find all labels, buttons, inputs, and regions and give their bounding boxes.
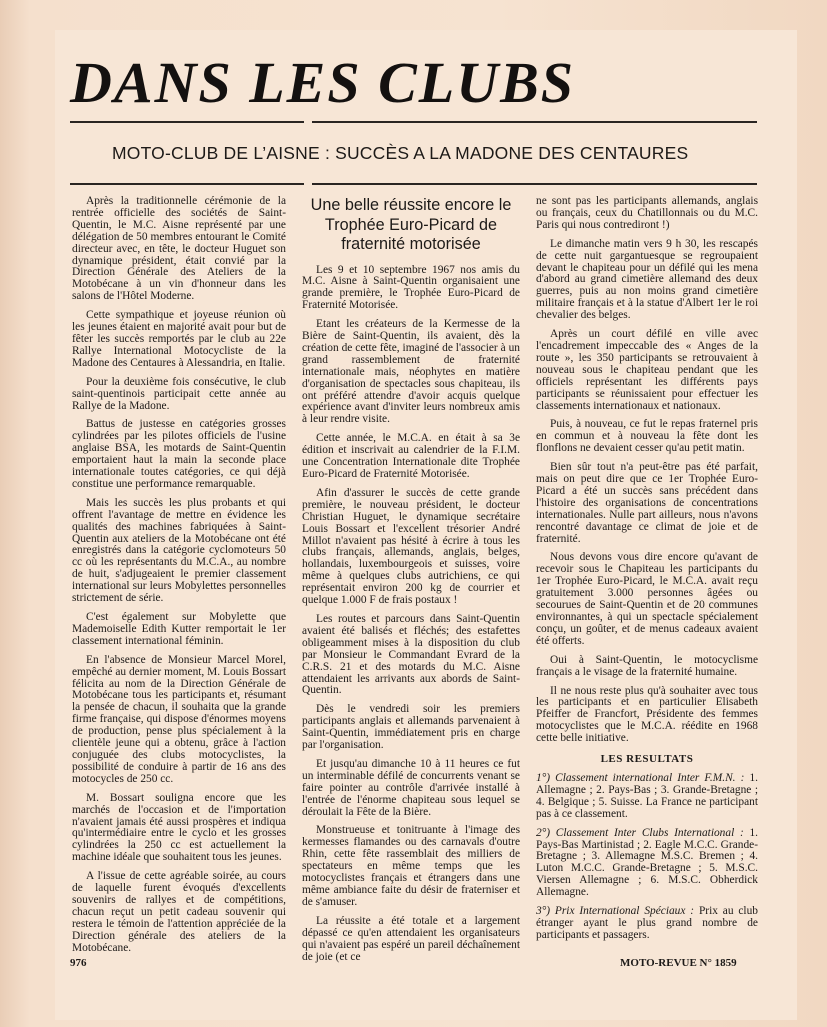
result-text: 1. Allemagne ; 2. Pays-Bas ; 3. Grande-Bretagne ; 4. Belgique ; 5. Suisse. La France ne participant pas à ce classement.: [536, 771, 758, 820]
paragraph: ne sont pas les participants allemands, anglais ou français, ceux du Chatillonnais ou du M.C. Paris qui nous contrediront !): [536, 195, 758, 231]
result-text: 1. Pays-Bas Martinistad ; 2. Eagle M.C.C. Grande-Bretagne ; 3. Allemagne M.S.C. Bremen ; 4. Luton M.C.C. Grande-Bretagne ; 5. M.S.C. Viersen Allemagne ; 6. M.S.C. Obherdick Allemagne.: [536, 826, 758, 899]
paragraph: Les 9 et 10 septembre 1967 nos amis du M.C. Aisne à Saint-Quentin organisaient une grande première, le Trophée Euro-Picard de Fraternité Motorisée.: [302, 263, 520, 312]
result-item: [536, 773, 758, 821]
paragraph: Le dimanche matin vers 9 h 30, les rescapés de cette nuit gargantuesque se regroupaient devant le chapiteau pour un défilé qui les mena d'abord au grand cimetière allemand des deux guerres, puis au non moins grand cimetière militaire français et à la statue d'Albert 1er le roi chevalier des belges.: [536, 237, 758, 322]
results-heading: LES RESULTATS: [600, 753, 694, 766]
section-headline: Une belle réussite encore le Trophée Euro-Picard de fraternité motorisée: [310, 196, 512, 253]
result-label: 3°) Prix International Spéciaux :: [536, 905, 695, 918]
paragraph: A l'issue de cette agréable soirée, au cours de laquelle furent évoqués d'excellents souvenirs de rallyes et de compétitions, chacun reçut un petit cadeau souvenir qui restera le témoin de l'attention appréciée de la Direction générale des ateliers de la Motobécane.: [72, 870, 286, 954]
paragraph: La réussite a été totale et a largement dépassé ce qu'en attendaient les organisateurs qui n'avaient pas espéré un pareil déchaînement de joie (et ce: [302, 914, 520, 963]
result-label: 1°) Classement international Inter F.M.N. :: [536, 771, 745, 784]
result-text: Prix au club étranger ayant le plus grand nombre de participants et passagers.: [536, 905, 758, 941]
page-number: 976: [70, 957, 87, 969]
paragraph: Et jusqu'au dimanche 10 à 11 heures ce fut un interminable défilé de concurrents venant se faire pointer au contrôle d'arrivée installé à l'entrée de l'énorme chapiteau sous lequel se déroulait la Fête de la Bière.: [302, 757, 520, 818]
magazine-issue: MOTO-REVUE N° 1859: [620, 957, 737, 969]
subtitle-rule-right: [312, 183, 757, 185]
paragraph: Etant les créateurs de la Kermesse de la Bière de Saint-Quentin, ils avaient, dès la création de cette fête, imaginé de l'associer à un grand rassemblement de fraternité internationale mais, néophytes en matière d'organisation de spectacles sous chapiteau, ils ont préféré attendre d'avoir acquis quelque expérience avant d'inviter leurs nombreux amis à leur rendre visite.: [302, 318, 520, 426]
paragraph: Bien sûr tout n'a peut-être pas été parfait, mais on peut dire que ce 1er Trophée Euro-Picard a été un succès sans précédent dans l'histoire des organisations de concentrations internationales. Nulle part ailleurs, nous n'avons rencontré davantage ce climat de joie et de fraternité.: [536, 461, 758, 545]
column-1: [72, 196, 286, 961]
masthead-rule-left: [70, 121, 304, 123]
paragraph: Après un court défilé en ville avec l'encadrement impeccable des « Anges de la route », les 350 participants se retrouvaient à nouveau sous le chapiteau pendant que les officiels représentant les différents pays participants se réunissaient pour effectuer les classements internationaux et nationaux.: [536, 328, 758, 412]
article-subtitle: MOTO-CLUB DE L’AISNE : SUCCÈS A LA MADONE DES CENTAURES: [112, 143, 689, 163]
paragraph: Afin d'assurer le succès de cette grande première, le nouveau président, le docteur Christian Huguet, le dynamique secrétaire Louis Bossart et l'excellent trésorier André Millot n'avaient pas hésité à écrire à tous les clubs français, allemands, anglais, belges, hollandais, luxembourgeois et suisses, voire même à quelques clubs autrichiens, ce qui représentait environ 200 kg de courrier et quelque 1.000 F de frais postaux !: [302, 486, 520, 607]
result-label: 2°) Classement Inter Clubs International :: [536, 826, 744, 839]
paragraph: Pour la deuxième fois consécutive, le club saint-quentinois participait cette année au Rallye de la Madone.: [72, 375, 286, 412]
column-2: [302, 196, 520, 970]
paragraph: C'est également sur Mobylette que Mademoiselle Edith Kutter remportait le 1er classement international féminin.: [72, 611, 286, 647]
column-3: [536, 196, 758, 949]
masthead-rule-right: [312, 121, 757, 123]
paragraph: Monstrueuse et tonitruante à l'image des kermesses flamandes ou des carnavals d'outre Rhin, cette fête rassemblait des milliers de spectateurs en même temps que les motocyclistes français et étrangers dans une même ambiance faite du désir de fraterniser et de s'amuser.: [302, 824, 520, 908]
paragraph: Après la traditionnelle cérémonie de la rentrée officielle des sociétés de Saint-Quentin, le M.C. Aisne représenté par une délégation de 50 membres entourant le Comité directeur avec, en tête, le docteur Huguet son dynamique président, était convié par la Direction Générale des Ateliers de la Motobécane à un vin d'honneur dans les salons de l'Hôtel Moderne.: [72, 195, 286, 303]
subtitle-rule-left: [70, 183, 304, 185]
paragraph: Il ne nous reste plus qu'à souhaiter avec tous les participants et en particulier Elisabeth Pfeiffer de Francfort, Présidente des femmes motocyclistes que le M.C.A. réédite en 1968 cette belle initiative.: [536, 684, 758, 745]
masthead-title: DANS LES CLUBS: [70, 50, 576, 115]
paragraph: Les routes et parcours dans Saint-Quentin avaient été balisés et fléchés; des estafettes obligeamment mises à la disposition du club par Monsieur le Commandant Evrard de la C.R.S. 21 et des motards du M.C. Aisne attendaient les arrivants aux abords de Saint-Quentin.: [302, 612, 520, 697]
paragraph: Battus de justesse en catégories grosses cylindrées par les pilotes officiels de l'usine anglaise BSA, les motards de Saint-Quentin emportaient haut la main la seconde place internationale toutes catégories, ce qui déjà constitue une performance remarquable.: [72, 418, 286, 490]
paragraph: Puis, à nouveau, ce fut le repas fraternel pris en commun et à nouveau la fête dont les flonflons ne devaient cesser qu'au petit matin.: [536, 418, 758, 455]
paragraph: Oui à Saint-Quentin, le motocyclisme français a le visage de la fraternité humaine.: [536, 653, 758, 678]
paragraph: Mais les succès les plus probants et qui offrent l'avantage de mettre en évidence les qualités des machines fabriquées à Saint-Quentin aux ateliers de la Motobécane ont été enregistrés dans la catégorie cyclomoteurs 50 cc où les représentants du M.C.A., au nombre de huit, s'adjugeaient le premier classement international sur leurs Mobylettes personnelles strictement de série.: [72, 496, 286, 605]
paragraph: Cette sympathique et joyeuse réunion où les jeunes étaient en majorité avait pour but de fêter les succès remportés par le club au 22e Rallye International Motocycliste de la Madone des Centaures à Alessandria, en Italie.: [72, 309, 286, 369]
paragraph: Dès le vendredi soir les premiers participants anglais et allemands parvenaient à Saint-Quentin, immédiatement pris en charge par l'organisation.: [302, 703, 520, 752]
paragraph: M. Bossart souligna encore que les marchés de l'occasion et de l'importation n'avaient jamais été aussi prospères et indiqua qu'intermédiaire entre le cyclo et les grosses cylindrées la 250 cc est actuellement la machine idéale que souhaitent tous les jeunes.: [72, 791, 286, 864]
result-item: [536, 828, 758, 899]
results-list: [536, 773, 758, 942]
paragraph: Nous devons vous dire encore qu'avant de recevoir sous le Chapiteau les participants du 1er Trophée Euro-Picard, le M.C.A. avait reçu gratuitement 3.000 personnes âgées ou secourues de Saint-Quentin et de 20 communes environnantes, à qui un spectacle spécialement conçu, un goûter, et de menus cadeaux avaient été offerts.: [536, 551, 758, 647]
result-item: [536, 906, 758, 942]
paragraph: En l'absence de Monsieur Marcel Morel, empêché au dernier moment, M. Louis Bossart félicita au nom de la Direction Générale de Motobécane tous les participants et, résumant la pensée de chacun, il souhaita que la grande firme française, qui dispose d'énormes moyens de production, pense plus spécialement à la clientèle jeune qui a obtenu, grâce à l'action conjuguée des clubs motocyclistes, la possibilité de conduire à partir de 16 ans des motocycles de 250 cc.: [72, 653, 286, 785]
paragraph: Cette année, le M.C.A. en était à sa 3e édition et inscrivait au calendrier de la F.I.M. une Concentration Internationale dite Trophée Euro-Picard de Fraternité Motorisée.: [302, 432, 520, 480]
